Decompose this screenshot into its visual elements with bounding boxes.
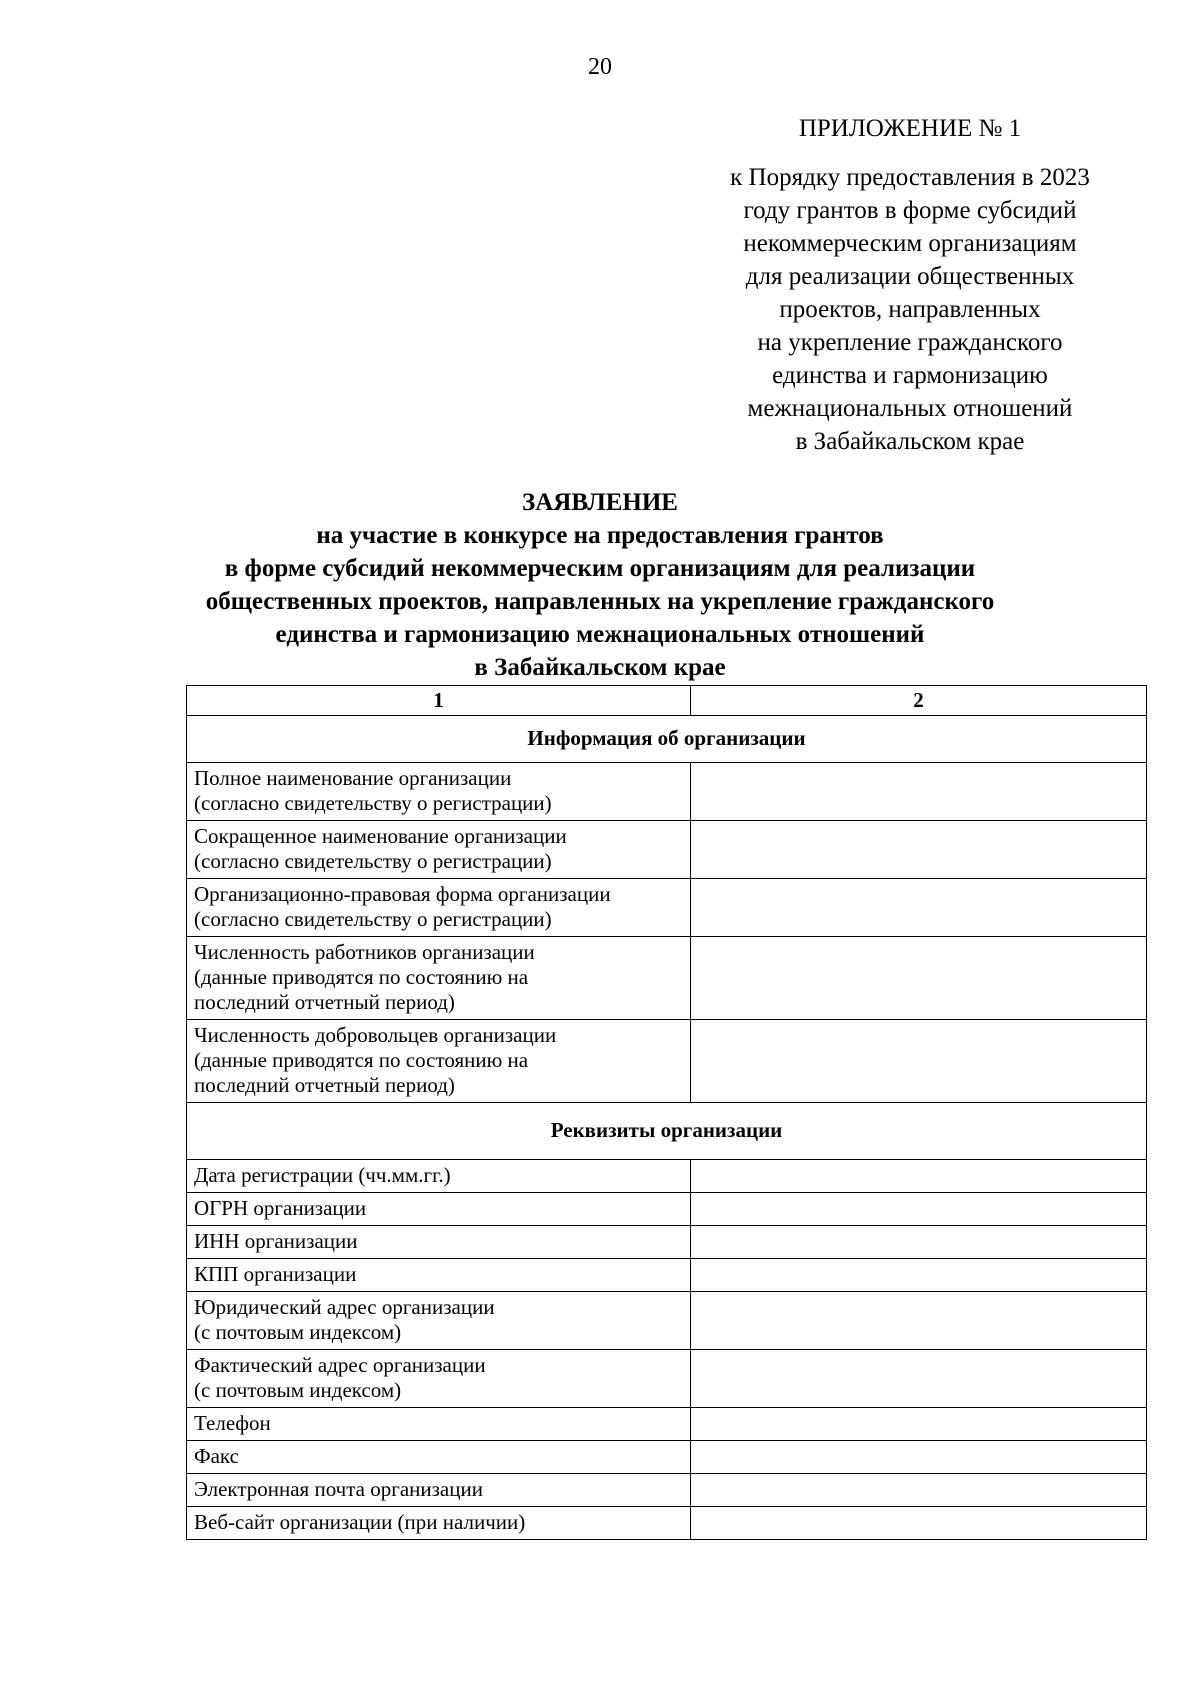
application-form-table [186,685,1147,1540]
field-label-line: Фактический адрес организации [194,1353,486,1377]
appendix-line: в Забайкальском крае [795,428,1025,455]
appendix-line: единства и гармонизацию [772,362,1048,389]
field-value-cell[interactable] [691,1020,1147,1103]
field-value-cell[interactable] [691,1507,1147,1540]
field-label-line: (согласно свидетельству о регистрации) [194,791,552,815]
field-label [187,1441,691,1474]
field-label-line: Сокращенное наименование организации [194,824,567,848]
table-row [187,1507,1147,1540]
field-label [187,879,691,937]
field-value-cell[interactable] [691,879,1147,937]
field-label [187,1226,691,1259]
appendix-line: некоммерческим организациям [743,230,1077,257]
field-label [187,1292,691,1350]
appendix-description [700,161,1120,458]
field-label-line: Юридический адрес организации [194,1295,495,1319]
field-value-cell[interactable] [691,1160,1147,1193]
section-row [187,716,1147,763]
appendix-line: году грантов в форме субсидий [743,197,1077,224]
field-label-line: (данные приводятся по состоянию на [194,965,529,989]
column-number-row [187,686,1147,716]
field-value-cell[interactable] [691,937,1147,1020]
field-label-line: последний отчетный период) [194,1073,455,1097]
table-row [187,1474,1147,1507]
field-label-line: Дата регистрации (чч.мм.гг.) [194,1163,451,1187]
field-value-cell[interactable] [691,1441,1147,1474]
heading-line: в Забайкальском крае [474,654,726,681]
section-title-organization-info: Информация об организации [187,716,1147,763]
field-label [187,1160,691,1193]
appendix-line: на укрепление гражданского [757,329,1063,356]
section-row [187,1103,1147,1160]
appendix-title: ПРИЛОЖЕНИЕ № 1 [798,115,1022,142]
field-label [187,1259,691,1292]
table-row [187,1259,1147,1292]
table-row [187,763,1147,821]
field-value-cell[interactable] [691,1408,1147,1441]
appendix-line: к Порядку предоставления в 2023 [730,164,1090,191]
field-value-cell[interactable] [691,1226,1147,1259]
appendix-line: межнациональных отношений [747,395,1073,422]
field-value-cell[interactable] [691,1474,1147,1507]
table-row [187,1441,1147,1474]
field-label-line: Численность работников организации [194,940,535,964]
field-label [187,1350,691,1408]
field-label [187,1507,691,1540]
field-label [187,937,691,1020]
appendix-line: для реализации общественных [745,263,1075,290]
field-value-cell[interactable] [691,1350,1147,1408]
field-value-cell[interactable] [691,1292,1147,1350]
field-label-line: (согласно свидетельству о регистрации) [194,907,552,931]
field-value-cell[interactable] [691,1193,1147,1226]
section-title-requisites: Реквизиты организации [187,1103,1147,1160]
document-title: ЗАЯВЛЕНИЕ [522,489,678,516]
field-label [187,1474,691,1507]
heading-line: единства и гармонизацию межнациональных отношений [275,621,925,648]
field-label-line: (с почтовым индексом) [194,1320,402,1344]
appendix-line: проектов, направленных [779,296,1041,323]
table-row [187,821,1147,879]
field-label [187,763,691,821]
table-row [187,1408,1147,1441]
field-label-line: (с почтовым индексом) [194,1378,402,1402]
document-heading [150,486,1050,684]
field-label-line: Факс [194,1444,239,1468]
table-row [187,1350,1147,1408]
table-row [187,937,1147,1020]
field-label-line: КПП организации [194,1262,357,1286]
field-label-line: (данные приводятся по состоянию на [194,1048,529,1072]
table-row [187,1226,1147,1259]
field-label-line: последний отчетный период) [194,990,455,1014]
table-row [187,1160,1147,1193]
field-label-line: ИНН организации [194,1229,358,1253]
table-row [187,1193,1147,1226]
field-label [187,1408,691,1441]
field-label-line: Полное наименование организации [194,766,512,790]
field-value-cell[interactable] [691,763,1147,821]
column-number-2: 2 [691,686,1147,716]
field-label-line: Веб-сайт организации (при наличии) [194,1510,526,1534]
field-label-line: Организационно-правовая форма организации [194,882,611,906]
field-label-line: (согласно свидетельству о регистрации) [194,849,552,873]
field-label [187,1020,691,1103]
table-row [187,879,1147,937]
table-row [187,1020,1147,1103]
field-label-line: Численность добровольцев организации [194,1023,557,1047]
column-number-1: 1 [187,686,691,716]
field-value-cell[interactable] [691,821,1147,879]
field-label [187,821,691,879]
heading-line: на участие в конкурсе на предоставления грантов [316,522,884,549]
page-number: 20 [588,54,612,80]
heading-line: в форме субсидий некоммерческим организациям для реализации [224,555,976,582]
field-label-line: ОГРН организации [194,1196,367,1220]
field-label-line: Электронная почта организации [194,1477,483,1501]
field-label-line: Телефон [194,1411,271,1435]
field-label [187,1193,691,1226]
field-value-cell[interactable] [691,1259,1147,1292]
table-row [187,1292,1147,1350]
heading-line: общественных проектов, направленных на укрепление гражданского [205,588,995,615]
